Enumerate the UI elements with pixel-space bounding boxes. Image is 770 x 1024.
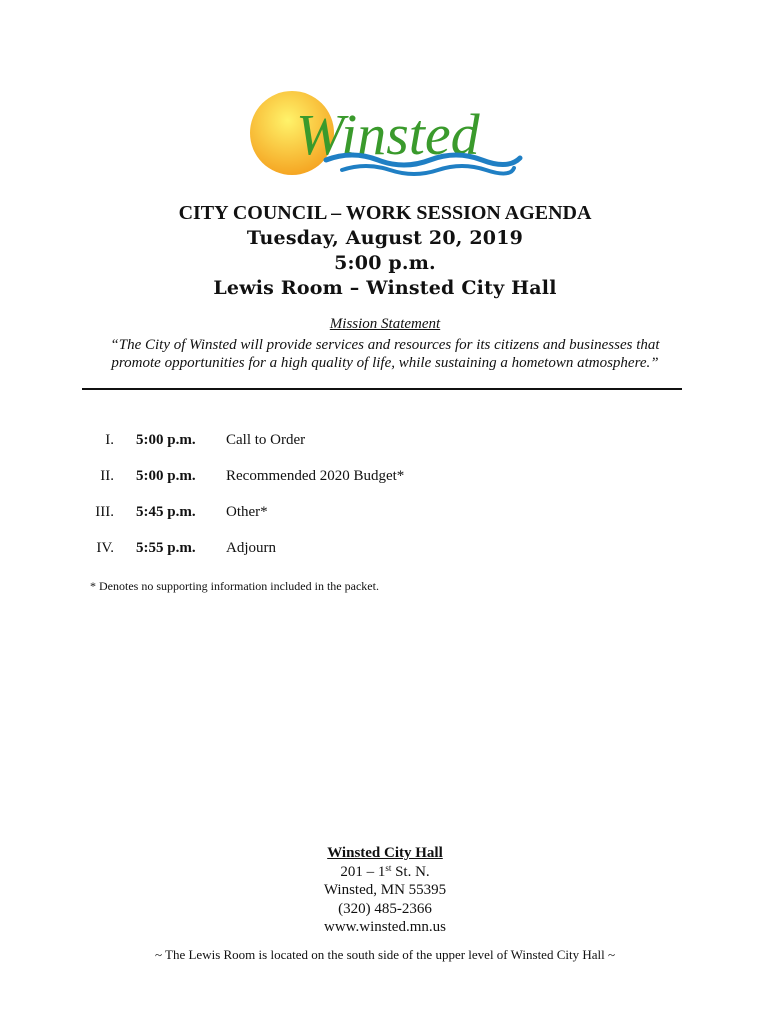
agenda-item-time: 5:00 p.m. <box>136 432 196 448</box>
location-note: ~ The Lewis Room is located on the south side of the upper level of Winsted City Hall ~ <box>154 947 616 962</box>
meeting-date: Tuesday, August 20, 2019 <box>246 227 524 249</box>
logo-wordmark: Winsted <box>296 102 480 167</box>
address-website: www.winsted.mn.us <box>324 919 446 935</box>
agenda-header <box>0 201 770 301</box>
mission-heading: Mission Statement <box>329 316 441 332</box>
mission-text <box>0 336 770 372</box>
agenda-item-title: Recommended 2020 Budget* <box>226 468 405 484</box>
address-street <box>0 863 770 882</box>
agenda-item-title: Call to Order <box>226 432 306 448</box>
page-title: CITY COUNCIL – WORK SESSION AGENDA <box>178 202 592 224</box>
address-street-name: St. N. <box>391 863 430 880</box>
agenda-item-number: IV. <box>96 540 114 556</box>
wave-icon-lower <box>342 166 514 174</box>
agenda-item-time: 5:55 p.m. <box>136 540 196 556</box>
address-street-number: 201 – 1 <box>340 863 386 880</box>
city-hall-address <box>0 844 770 937</box>
section-divider <box>82 388 682 390</box>
agenda-item-number: I. <box>105 432 114 448</box>
agenda-item-time: 5:00 p.m. <box>136 468 196 484</box>
city-logo <box>248 88 528 180</box>
mission-line-1: “The City of Winsted will provide services and resources for its citizens and businesses that <box>110 337 660 353</box>
mission-line-2: promote opportunities for a high quality of life, while sustaining a hometown atmosphere.” <box>111 355 659 371</box>
address-phone: (320) 485-2366 <box>338 900 432 917</box>
agenda-item-time: 5:45 p.m. <box>136 504 196 520</box>
mission-statement <box>0 314 770 372</box>
agenda-item-number: II. <box>100 468 114 484</box>
agenda-item <box>0 538 770 574</box>
agenda-item <box>0 430 770 466</box>
meeting-time: 5:00 p.m. <box>334 252 436 274</box>
agenda-item-title: Other* <box>226 504 268 520</box>
agenda-list <box>0 430 770 574</box>
address-street-suffix: st <box>385 862 392 873</box>
footnote: * Denotes no supporting information included in the packet. <box>90 579 379 593</box>
logo-graphic <box>248 88 528 180</box>
agenda-item-number: III. <box>95 504 114 520</box>
agenda-item <box>0 502 770 538</box>
agenda-item-title: Adjourn <box>226 540 276 556</box>
address-title: Winsted City Hall <box>327 845 443 861</box>
agenda-item <box>0 466 770 502</box>
meeting-location: Lewis Room – Winsted City Hall <box>213 277 557 299</box>
address-city: Winsted, MN 55395 <box>323 882 447 898</box>
